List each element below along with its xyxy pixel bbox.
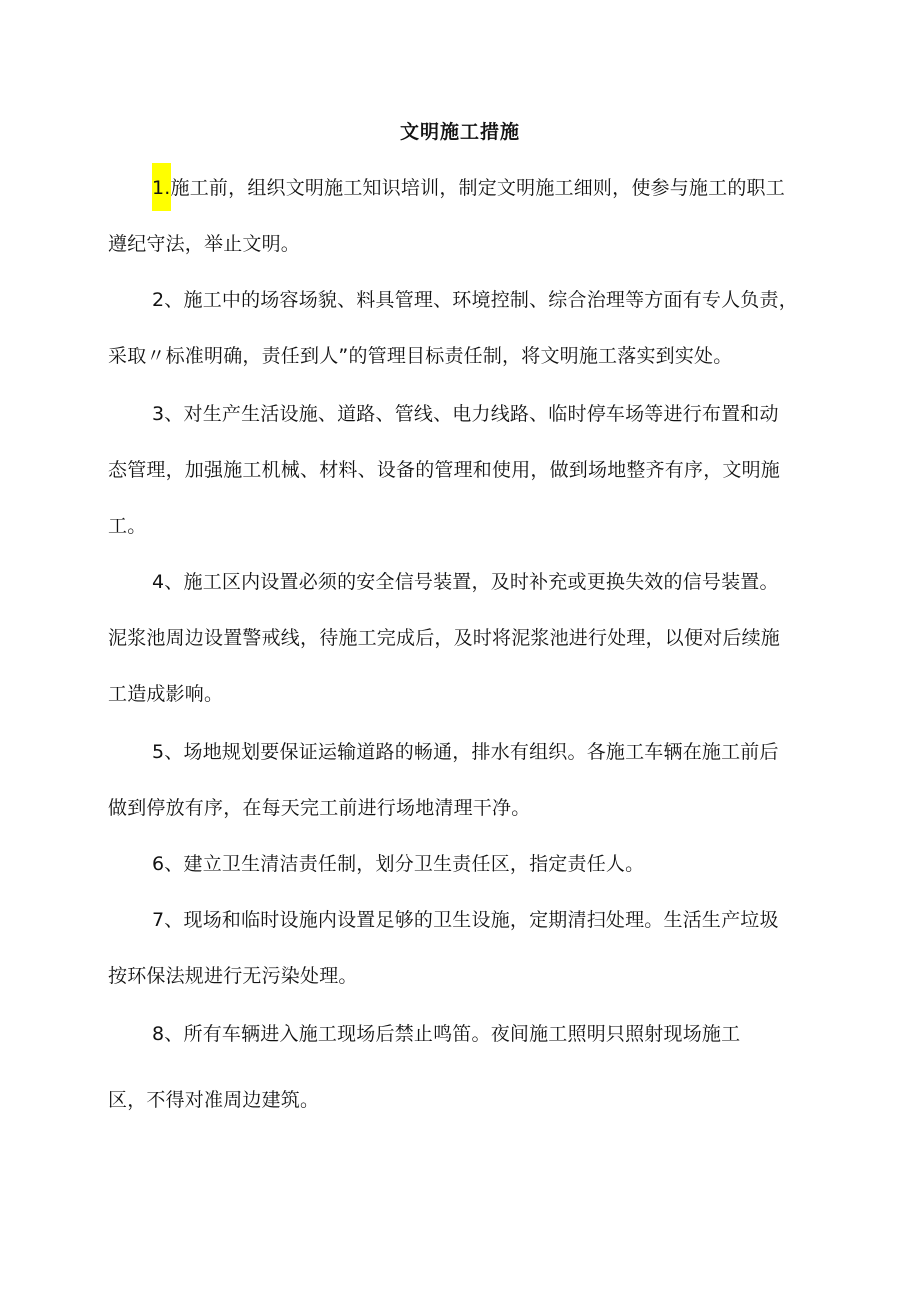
paragraph-5-line-1: 5、场地规划要保证运输道路的畅通，排水有组织。各施工车辆在施工前后 xyxy=(152,741,779,763)
paragraph-text: 施工前，组织文明施工知识培训，制定文明施工细则，使参与施工的职工 xyxy=(170,177,785,199)
paragraph-6-line-1: 6、建立卫生清洁责任制，划分卫生责任区，指定责任人。 xyxy=(152,853,645,875)
paragraph-2-line-1: 2、施工中的场容场貌、料具管理、环境控制、综合治理等方面有专人负责， xyxy=(152,289,798,311)
paragraph-4-line-2: 泥浆池周边设置警戒线，待施工完成后，及时将泥浆池进行处理，以便对后续施 xyxy=(108,627,781,649)
paragraph-4-line-3: 工造成影响。 xyxy=(108,683,224,705)
paragraph-8-line-1: 8、所有车辆进入施工现场后禁止鸣笛。夜间施工照明只照射现场施工 xyxy=(152,1023,741,1045)
paragraph-8-line-2: 区，不得对准周边建筑。 xyxy=(108,1089,320,1111)
paragraph-7-line-2: 按环保法规进行无污染处理。 xyxy=(108,965,358,987)
paragraph-3-line-1: 3、对生产生活设施、道路、管线、电力线路、临时停车场等进行布置和动 xyxy=(152,403,779,425)
paragraph-5-line-2: 做到停放有序，在每天完工前进行场地清理干净。 xyxy=(108,797,531,819)
paragraph-3-line-3: 工。 xyxy=(108,515,147,537)
paragraph-number-highlight: 1. xyxy=(152,163,171,211)
paragraph-7-line-1: 7、现场和临时设施内设置足够的卫生设施，定期清扫处理。生活生产垃圾 xyxy=(152,909,779,931)
paragraph-1-line-2: 遵纪守法，举止文明。 xyxy=(108,233,301,255)
paragraph-1-line-1 xyxy=(152,173,785,211)
paragraph-3-line-2: 态管理，加强施工机械、材料、设备的管理和使用，做到场地整齐有序，文明施 xyxy=(108,459,781,481)
paragraph-2-line-2: 采取〃标准明确，责任到人”的管理目标责任制，将文明施工落实到实处。 xyxy=(108,345,733,367)
paragraph-4-line-1: 4、施工区内设置必须的安全信号装置，及时补充或更换失效的信号装置。 xyxy=(152,571,779,593)
page-title: 文明施工措施 xyxy=(399,121,520,143)
